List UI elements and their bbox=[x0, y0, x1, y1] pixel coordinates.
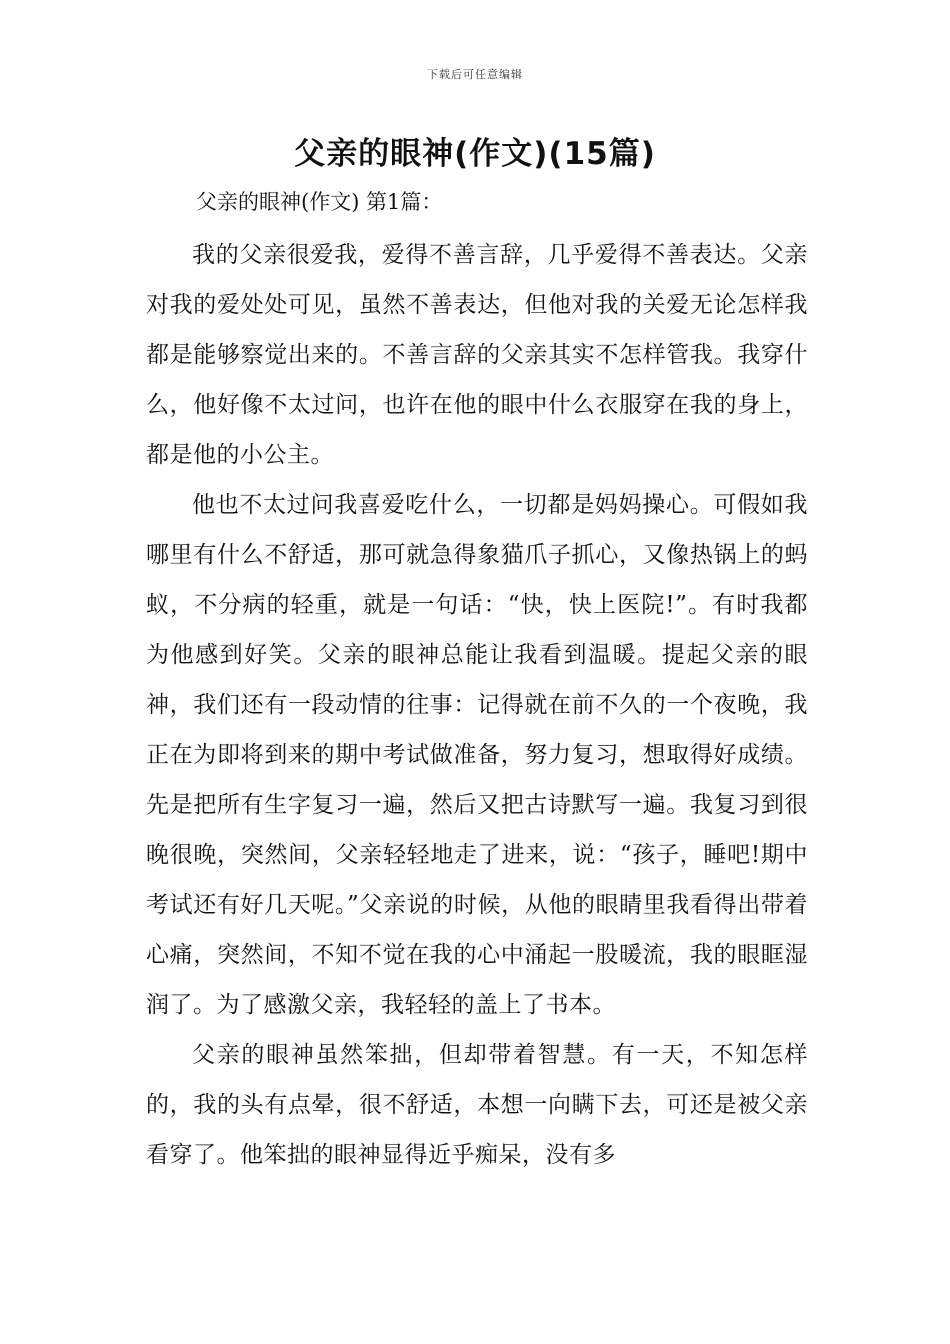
paragraph-2: 他也不太过问我喜爱吃什么，一切都是妈妈操心。可假如我哪里有什么不舒适，那可就急得象猫爪子抓心，又像热锅上的蚂蚁，不分病的轻重，就是一句话：“快，快上医院!”。有时我都为他感到好笑。父亲的眼神总能让我看到温暖。提起父亲的眼神，我们还有一段动情的往事：记得就在前不久的一个夜晚，我正在为即将到来的期中考试做准备，努力复习，想取得好成绩。先是把所有生字复习一遍，然后又把古诗默写一遍。我复习到很晚很晚，突然间，父亲轻轻地走了进来，说：“孩子，睡吧!期中考试还有好几天呢。”父亲说的时候，从他的眼睛里我看得出带着心痛，突然间，不知不觉在我的心中涌起一股暖流，我的眼眶湿润了。为了感激父亲，我轻轻的盖上了书本。 bbox=[146, 492, 808, 1018]
body-text bbox=[146, 230, 808, 1180]
paragraph-3: 父亲的眼神虽然笨拙，但却带着智慧。有一天，不知怎样的，我的头有点晕，很不舒适，本想一向瞒下去，可还是被父亲看穿了。他笨拙的眼神显得近乎痴呆，没有多 bbox=[146, 1042, 808, 1168]
document-title: 父亲的眼神(作文)(15篇) bbox=[294, 136, 656, 172]
header-note: 下载后可任意编辑 bbox=[427, 68, 523, 81]
paragraph-1: 我的父亲很爱我，爱得不善言辞，几乎爱得不善表达。父亲对我的爱处处可见，虽然不善表达，但他对我的关爱无论怎样我都是能够察觉出来的。不善言辞的父亲其实不怎样管我。我穿什么，他好像不太过问，也许在他的眼中什么衣服穿在我的身上，都是他的小公主。 bbox=[146, 242, 808, 468]
section-subtitle: 父亲的眼神(作文) 第1篇： bbox=[196, 190, 443, 214]
